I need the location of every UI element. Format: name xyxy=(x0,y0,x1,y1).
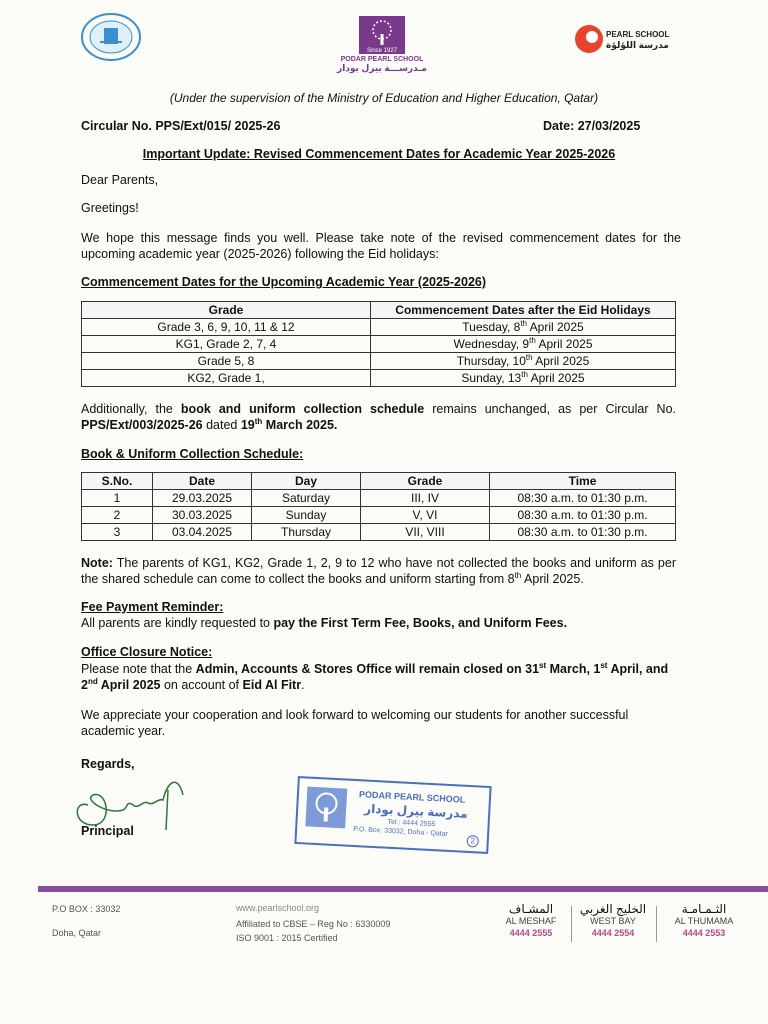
table-row: 3 03.04.2025 Thursday VII, VIII 08:30 a.m. to 01:30 p.m. xyxy=(82,524,676,541)
supervision-line: (Under the supervision of the Ministry of Education and Higher Education, Qatar) xyxy=(169,91,599,105)
greeting: Greetings! xyxy=(81,201,139,215)
tree-emblem xyxy=(359,16,405,54)
regards: Regards, xyxy=(81,757,135,771)
center-logo xyxy=(322,16,442,80)
schedule-heading: Book & Uniform Collection Schedule: xyxy=(81,447,304,461)
footer-divider xyxy=(38,886,768,892)
table-row: 2 30.03.2025 Sunday V, VI 08:30 a.m. to 01:30 p.m. xyxy=(82,507,676,524)
office-heading: Office Closure Notice: xyxy=(81,645,213,659)
branch-divider xyxy=(656,906,657,942)
additional-paragraph: Additionally, the book and uniform collection schedule remains unchanged, as per Circular No. PPS/Ext/003/2025-26 dated 19th March 2025. xyxy=(81,402,676,432)
col-grade: Grade xyxy=(82,302,371,319)
col-date: Commencement Dates after the Eid Holidays xyxy=(371,302,676,319)
note-paragraph: Note: The parents of KG1, KG2, Grade 1, 2, 9 to 12 who have not collected the books and uniform as per the shared schedule can come to collect the books and uniform starting from 8th April 2025. xyxy=(81,556,676,586)
footer-website: www.pearlschool.org xyxy=(236,903,320,913)
table-row: Grade 5, 8 Thursday, 10th April 2025 xyxy=(82,353,676,370)
principal-label: Principal xyxy=(81,824,134,838)
commencement-table xyxy=(81,301,676,387)
right-logo-en: PEARL SCHOOL xyxy=(606,30,670,39)
schedule-table: S.No. Date Day Grade Time 1 29.03.2025 Saturday III, IV 08:30 a.m. to 01:30 p.m. 2 30.03.2025 Sunday V, VI 08:30 a.m. to 01:30 p.m. 3 03.04.2025 Thursday VII, VIII 08:30 a.m. to 01:30 p.m. xyxy=(81,472,676,541)
branch-west-bay: الخليج الغربي WEST BAY 4444 2554 xyxy=(579,902,647,938)
center-logo-ar: مـدرســـة بيرل بودار xyxy=(337,63,427,73)
stamp-line4: P.O. Box: 33032, Doha - Qatar xyxy=(353,825,449,838)
table-row: KG2, Grade 1, Sunday, 13th April 2025 xyxy=(82,370,676,387)
stamp-line2: مدرسة بيرل بودار xyxy=(363,801,469,821)
branch-al-thumama: الثـمـامـة AL THUMAMA 4444 2553 xyxy=(674,902,734,938)
footer-iso: ISO 9001 : 2015 Certified xyxy=(236,933,338,943)
table-row: Grade 3, 6, 9, 10, 11 & 12 Tuesday, 8th April 2025 xyxy=(82,319,676,336)
stamp-number: 2 xyxy=(466,835,479,848)
commencement-heading: Commencement Dates for the Upcoming Academic Year (2025-2026) xyxy=(81,275,487,289)
table-row: KG1, Grade 2, 7, 4 Wednesday, 9th April 2025 xyxy=(82,336,676,353)
footer-city: Doha, Qatar xyxy=(52,928,102,938)
right-logo-ar: مدرسة اللؤلؤة xyxy=(606,40,669,50)
fee-text: All parents are kindly requested to pay the First Term Fee, Books, and Uniform Fees. xyxy=(81,616,568,630)
salutation: Dear Parents, xyxy=(81,173,159,187)
footer-info xyxy=(236,902,390,944)
since-label: Since 1927 xyxy=(366,48,398,54)
stamp-tree-icon xyxy=(305,786,347,828)
left-logo xyxy=(80,12,142,62)
branch-al-meshaf: المشـاف AL MESHAF 4444 2555 xyxy=(505,902,557,938)
right-logo xyxy=(574,24,684,56)
footer-affiliation: Affiliated to CBSE – Reg No : 6330009 xyxy=(236,919,391,929)
fee-heading: Fee Payment Reminder: xyxy=(81,600,224,614)
school-stamp xyxy=(294,776,491,854)
footer-pobox: P.O BOX : 33032 xyxy=(52,904,121,914)
branch-divider xyxy=(571,906,572,942)
circular-number: Circular No. PPS/Ext/015/ 2025-26 xyxy=(81,119,281,133)
table-row: 1 29.03.2025 Saturday III, IV 08:30 a.m. to 01:30 p.m. xyxy=(82,490,676,507)
closing-paragraph: We appreciate your cooperation and look forward to welcoming our students for another successful academic year. xyxy=(81,708,629,738)
footer-address xyxy=(52,903,120,939)
stamp-line3: Tel.: 4444 2555 xyxy=(387,818,436,829)
office-text: Please note that the Admin, Accounts & Stores Office will remain closed on 31st March, 1st April, and 2nd April 2025 on account of Eid Al Fitr. xyxy=(81,660,669,692)
intro-paragraph: We hope this message finds you well. Please take note of the revised commencement dates for the upcoming academic year (2025-2026) following the Eid holidays: xyxy=(81,231,681,261)
center-logo-en: PODAR PEARL SCHOOL xyxy=(340,56,424,63)
circular-date: Date: 27/03/2025 xyxy=(543,119,641,133)
subject-heading: Important Update: Revised Commencement Dates for Academic Year 2025-2026 xyxy=(142,147,616,161)
stamp-line1: PODAR PEARL SCHOOL xyxy=(358,789,466,805)
